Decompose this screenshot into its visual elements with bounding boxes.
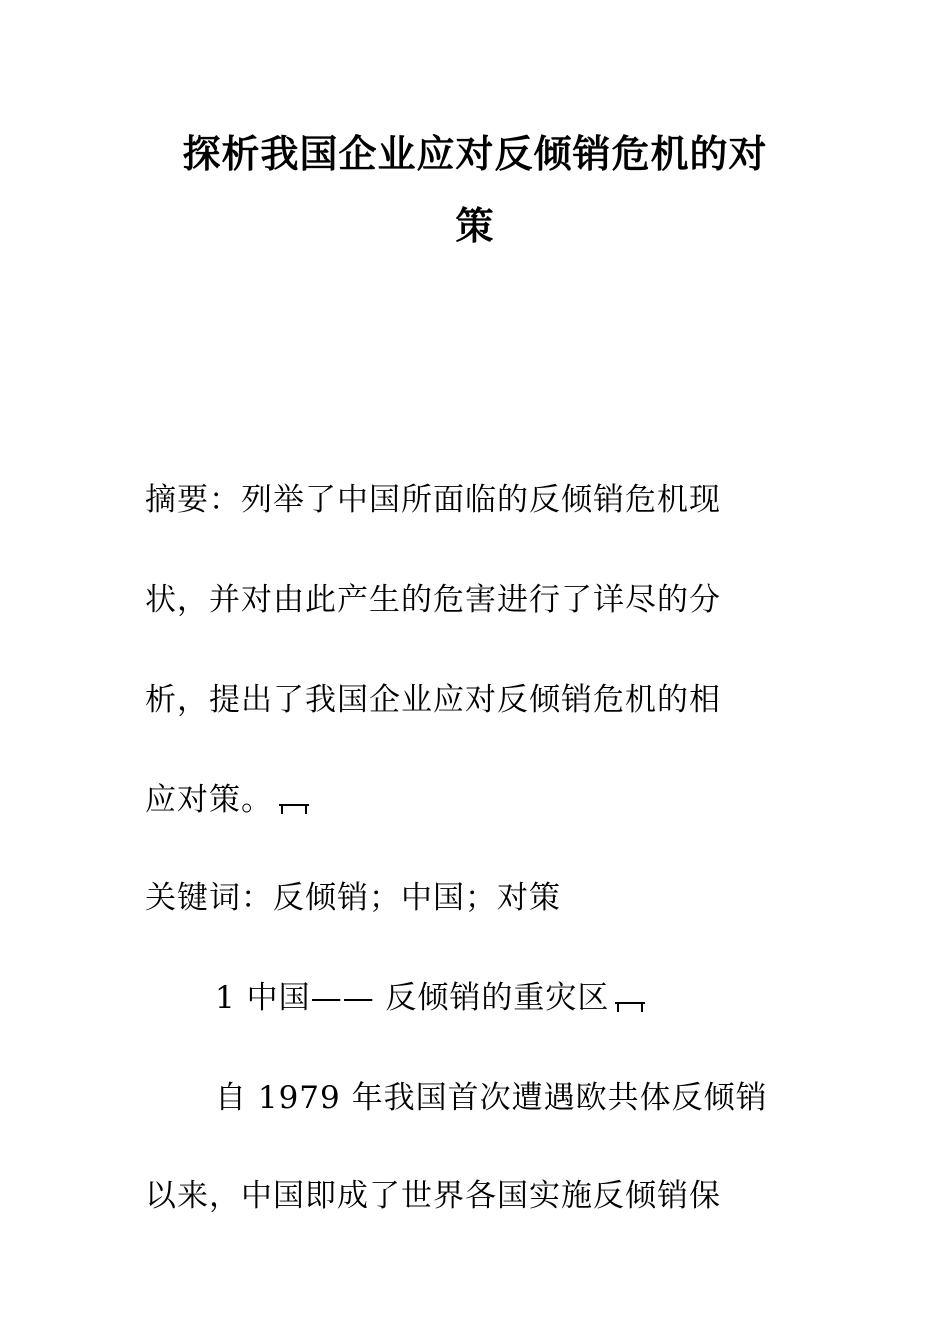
document-title — [145, 118, 805, 262]
paragraph-mark-icon — [615, 998, 645, 1012]
title-line-2: 策 — [455, 204, 495, 248]
title-line-1: 探析我国企业应对反倾销危机的对 — [182, 132, 768, 176]
abstract-line-1: 摘要：列举了中国所面临的反倾销危机现 — [145, 482, 721, 518]
abstract-line-2: 状，并对由此产生的危害进行了详尽的分 — [145, 582, 721, 618]
body-line-2: 以来，中国即成了世界各国实施反倾销保 — [145, 1178, 721, 1214]
section-heading — [215, 978, 645, 1018]
abstract-line-3: 析，提出了我国企业应对反倾销危机的相 — [145, 682, 721, 718]
section-heading-text: 1 中国—— 反倾销的重灾区 — [215, 980, 610, 1016]
abstract-line-4-text: 应对策。 — [145, 782, 273, 818]
paragraph-mark-icon — [279, 800, 309, 814]
abstract-line-4 — [145, 780, 309, 820]
keywords-line: 关键词：反倾销；中国；对策 — [145, 880, 561, 916]
body-line-1: 自 1979 年我国首次遭遇欧共体反倾销 — [215, 1080, 768, 1116]
